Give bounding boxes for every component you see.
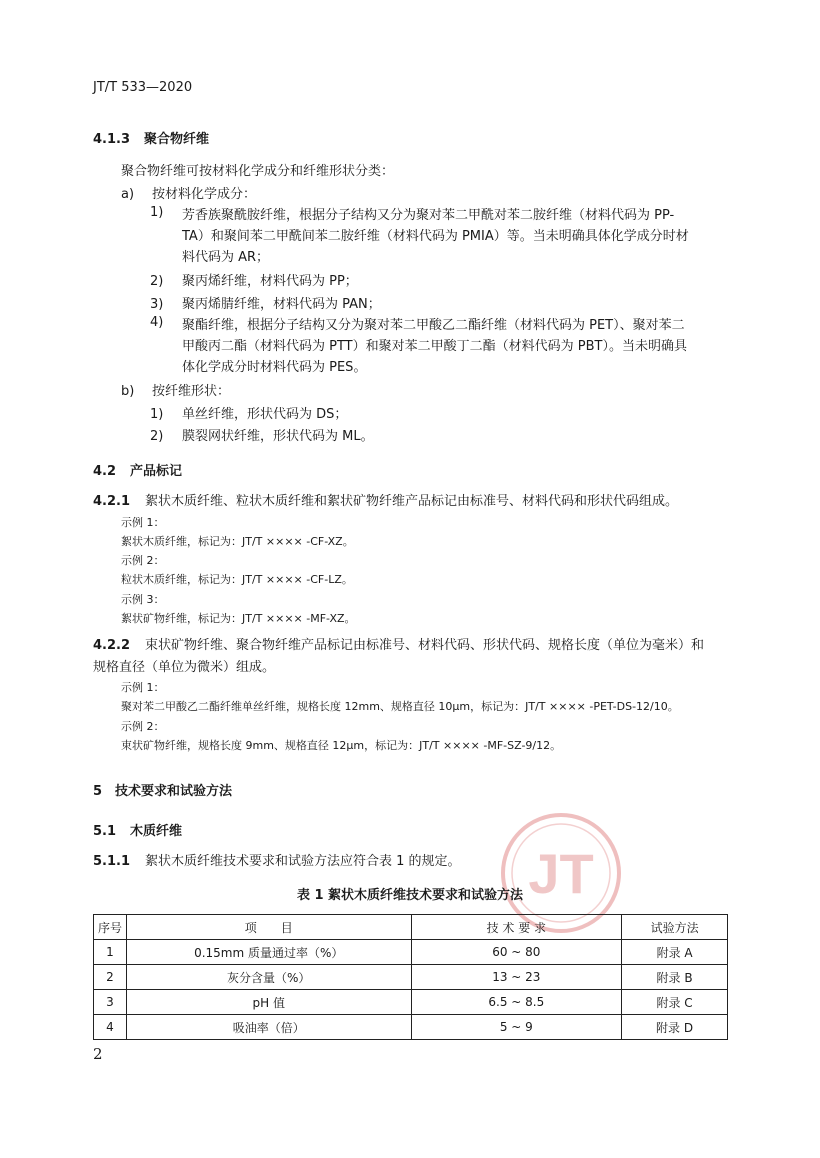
table-cell: 2 bbox=[94, 965, 127, 990]
table-cell: 0.15mm 质量通过率（%） bbox=[126, 940, 411, 965]
table-cell: 4 bbox=[94, 1015, 127, 1040]
table-cell: 1 bbox=[94, 940, 127, 965]
sublist-line: 膜裂网状纤维，形状代码为 ML。 bbox=[182, 429, 374, 444]
example-label: 示例 1： bbox=[121, 681, 165, 694]
table-1 bbox=[93, 914, 728, 1040]
sublist-label: 1) bbox=[150, 407, 164, 422]
sublist-label: 3) bbox=[150, 297, 164, 312]
table-row bbox=[94, 990, 728, 1015]
table-header-row bbox=[94, 915, 728, 940]
list-label-b: b) bbox=[121, 384, 135, 399]
section-number: 4.2.1 bbox=[93, 494, 131, 509]
example-label: 示例 3： bbox=[121, 593, 165, 606]
section-5-1-1 bbox=[93, 850, 461, 869]
table-header-cell: 项 目 bbox=[126, 915, 411, 940]
sublist-item-a3 bbox=[150, 293, 381, 312]
list-label-a: a) bbox=[121, 187, 135, 202]
sublist-line: 料代码为 AR； bbox=[182, 250, 270, 265]
table-caption: 表 1 絮状木质纤维技术要求和试验方法 bbox=[296, 888, 524, 903]
table-cell: 5 ~ 9 bbox=[411, 1015, 622, 1040]
sublist-label: 2) bbox=[150, 274, 164, 289]
section-title: 木质纤维 bbox=[130, 824, 183, 839]
table-cell: 附录 A bbox=[622, 940, 728, 965]
sublist-line: 芳香族聚酰胺纤维，根据分子结构又分为聚对苯二甲酰对苯二胺纤维（材料代码为 PP- bbox=[182, 208, 675, 223]
section-4-2-1 bbox=[93, 490, 678, 509]
sublist-item-b1 bbox=[150, 403, 347, 422]
list-text-a: 按材料化学成分： bbox=[152, 187, 257, 202]
sublist-line: 聚丙烯腈纤维，材料代码为 PAN； bbox=[182, 297, 381, 312]
example-label: 示例 2： bbox=[121, 720, 165, 733]
section-4-1-3-intro: 聚合物纤维可按材料化学成分和纤维形状分类： bbox=[121, 164, 395, 179]
section-number: 5 bbox=[93, 784, 103, 799]
sublist-item-b2 bbox=[150, 425, 374, 444]
list-text-b: 按纤维形状： bbox=[152, 384, 231, 399]
example-text: 粒状木质纤维，标记为：JT/T ×××× -CF-LZ。 bbox=[121, 573, 353, 586]
sublist-line: 聚丙烯纤维，材料代码为 PP； bbox=[182, 274, 358, 289]
sublist-label: 1) bbox=[150, 205, 164, 220]
section-number: 4.1.3 bbox=[93, 132, 131, 147]
sublist-label: 2) bbox=[150, 429, 164, 444]
example-label: 示例 2： bbox=[121, 554, 165, 567]
sublist-label: 4) bbox=[150, 315, 164, 330]
table-row bbox=[94, 1015, 728, 1040]
section-4-2-heading bbox=[93, 460, 182, 479]
section-4-1-3-heading bbox=[93, 128, 209, 147]
table-header-cell: 序号 bbox=[94, 915, 127, 940]
section-text: 絮状木质纤维、粒状木质纤维和絮状矿物纤维产品标记由标准号、材料代码和形状代码组成。 bbox=[145, 494, 679, 509]
table-cell: 附录 B bbox=[622, 965, 728, 990]
table-header-cell: 试验方法 bbox=[622, 915, 728, 940]
table-cell: 6.5 ~ 8.5 bbox=[411, 990, 622, 1015]
page-number: 2 bbox=[93, 1045, 103, 1063]
section-number: 4.2 bbox=[93, 464, 117, 479]
list-item-b bbox=[121, 380, 230, 399]
section-5-heading bbox=[93, 780, 232, 799]
table-cell: 吸油率（倍） bbox=[126, 1015, 411, 1040]
section-title: 技术要求和试验方法 bbox=[115, 784, 233, 799]
stamp-text: JT bbox=[528, 842, 594, 905]
sublist-line: 聚酯纤维，根据分子结构又分为聚对苯二甲酸乙二酯纤维（材料代码为 PET）、聚对苯二 bbox=[182, 318, 685, 333]
sublist-line: TA）和聚间苯二甲酰间苯二胺纤维（材料代码为 PMIA）等。当未明确具体化学成分时材 bbox=[182, 229, 689, 244]
table-cell: 3 bbox=[94, 990, 127, 1015]
example-text: 絮状矿物纤维，标记为：JT/T ×××× -MF-XZ。 bbox=[121, 612, 356, 625]
table-cell: 13 ~ 23 bbox=[411, 965, 622, 990]
table-cell: 60 ~ 80 bbox=[411, 940, 622, 965]
example-text: 聚对苯二甲酸乙二酯纤维单丝纤维，规格长度 12mm、规格直径 10μm，标记为：JT/T ×××× -PET-DS-12/10。 bbox=[121, 700, 679, 713]
sublist-line: 甲酸丙二酯（材料代码为 PTT）和聚对苯二甲酸丁二酯（材料代码为 PBT）。当未明确具 bbox=[182, 339, 687, 354]
table-row bbox=[94, 965, 728, 990]
table-row bbox=[94, 940, 728, 965]
table-cell: pH 值 bbox=[126, 990, 411, 1015]
list-item-a bbox=[121, 183, 256, 202]
section-5-1-heading bbox=[93, 820, 182, 839]
example-label: 示例 1： bbox=[121, 516, 165, 529]
table-header-cell: 技 术 要 求 bbox=[411, 915, 622, 940]
table-cell: 附录 C bbox=[622, 990, 728, 1015]
table-cell: 灰分含量（%） bbox=[126, 965, 411, 990]
sublist-line: 单丝纤维，形状代码为 DS； bbox=[182, 407, 348, 422]
example-text: 束状矿物纤维，规格长度 9mm、规格直径 12μm，标记为：JT/T ×××× -MF-SZ-9/12。 bbox=[121, 739, 562, 752]
standard-number: JT/T 533—2020 bbox=[93, 80, 193, 95]
section-4-2-2-line1 bbox=[93, 634, 704, 653]
sublist-item-a2 bbox=[150, 270, 358, 289]
sublist-line: 体化学成分时材料代码为 PES。 bbox=[182, 360, 367, 375]
section-title: 产品标记 bbox=[130, 464, 183, 479]
section-text: 束状矿物纤维、聚合物纤维产品标记由标准号、材料代码、形状代码、规格长度（单位为毫米）和 bbox=[145, 638, 705, 653]
section-title: 聚合物纤维 bbox=[144, 132, 210, 147]
section-number: 5.1.1 bbox=[93, 854, 131, 869]
section-number: 5.1 bbox=[93, 824, 117, 839]
example-text: 絮状木质纤维，标记为：JT/T ×××× -CF-XZ。 bbox=[121, 535, 354, 548]
section-text: 絮状木质纤维技术要求和试验方法应符合表 1 的规定。 bbox=[145, 854, 461, 869]
section-number: 4.2.2 bbox=[93, 638, 131, 653]
table-cell: 附录 D bbox=[622, 1015, 728, 1040]
section-4-2-2-line2: 规格直径（单位为微米）组成。 bbox=[93, 660, 276, 675]
